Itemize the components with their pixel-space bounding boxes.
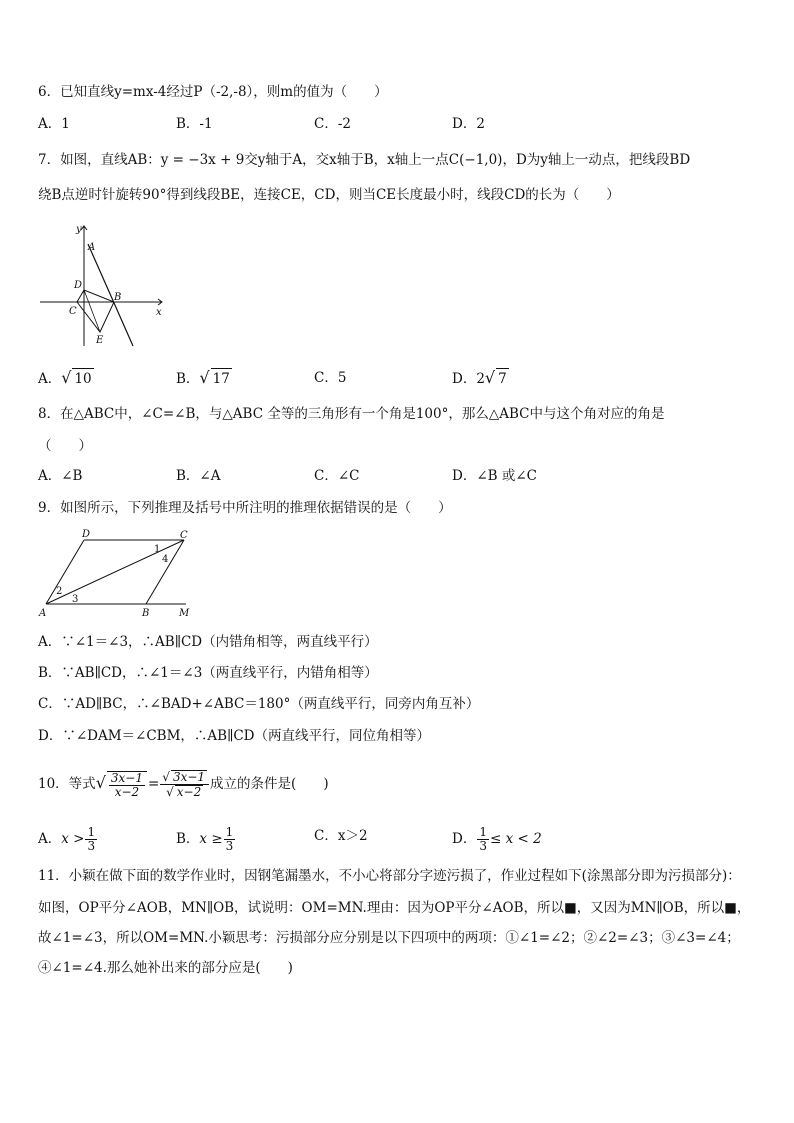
q8-stem-line1: 8．在△ABC中，∠C=∠B，与△ABC 全等的三角形有一个角是100°，那么△ABC中与这个角对应的角是 [38, 406, 665, 422]
q8-option-b[interactable]: B．∠A [176, 468, 221, 484]
sqrt-icon: √ [484, 368, 496, 387]
q7-label-b: B [114, 292, 122, 303]
q9-label-a: A [39, 608, 47, 619]
q9-option-b[interactable]: B．∵AB∥CD，∴∠1＝∠3（两直线平行，内错角相等） [38, 665, 378, 681]
sqrt-icon: √ [95, 773, 106, 792]
q10-left-fraction: $\frac{3x-1}{x-2}$ [107, 771, 147, 799]
q9-stem: 9．如图所示，下列推理及括号中所注明的推理依据错误的是（ ） [38, 500, 452, 516]
q10-option-d[interactable]: D． $\frac{1}{3}$ ≤ x < 2 [452, 825, 542, 853]
q7-option-d[interactable]: D．2√ 7 [452, 368, 507, 387]
q8-option-d[interactable]: D．∠B 或∠C [452, 468, 537, 484]
q7-label-e: E [96, 335, 104, 346]
q8-option-a[interactable]: A．∠B [38, 468, 83, 484]
q7-option-a[interactable]: A．√ 10 [38, 368, 92, 387]
q11-stem-line3: 故∠1=∠3，所以OM=MN.小颖思考：污损部分应分别是以下四项中的两项：①∠1=∠2；②∠2=∠3；③∠3=∠4； [38, 930, 740, 946]
q7-option-c[interactable]: C．5 [314, 370, 347, 386]
q7-label-c: C [69, 306, 77, 317]
q8-option-c[interactable]: C．∠C [314, 468, 360, 484]
q6-option-c[interactable]: C．-2 [314, 116, 351, 132]
q7-label-y: y [76, 224, 82, 235]
sqrt-icon: √ [61, 368, 72, 387]
q11-stem-line1: 11．小颖在做下面的数学作业时，因钢笔漏墨水，不小心将部分字迹污损了，作业过程如下(涂黑部分即为污损部分)： [38, 868, 741, 884]
q9-figure [36, 526, 196, 620]
q9-label-angle4: 4 [162, 554, 169, 565]
q10-right-fraction: $\frac{√ 3x-1}{√ x-2}$ [160, 770, 209, 799]
q9-label-b: B [142, 608, 150, 619]
q9-label-m: M [179, 608, 190, 619]
q9-option-c[interactable]: C．∵AD∥BC，∴∠BAD+∠ABC＝180°（两直线平行，同旁内角互补） [38, 696, 480, 712]
q7-option-b[interactable]: B．√ 17 [176, 368, 230, 387]
q11-stem-line2: 如图，OP平分∠AOB，MN∥OB，试说明：OM=MN.理由：因为OP平分∠AOB，所以■，又因为MN∥OB，所以■， [38, 900, 751, 916]
sqrt-icon: √ [199, 368, 210, 387]
q9-label-angle1: 1 [154, 544, 161, 555]
q7-label-a: A [88, 242, 96, 253]
q10-option-a[interactable]: A．x > $\frac{1}{3}$ [38, 825, 96, 853]
q6-option-b[interactable]: B．-1 [176, 116, 213, 132]
q9-label-d: D [82, 529, 91, 540]
q9-label-angle3: 3 [72, 594, 79, 605]
q11-stem-line4: ④∠1=∠4.那么她补出来的部分应是( ) [38, 960, 293, 976]
q7-figure [36, 218, 168, 350]
q6-option-a[interactable]: A．1 [38, 116, 70, 132]
q9-label-c: C [180, 530, 188, 541]
q10-stem: 10．等式√ $\frac{3x-1}{x-2}$ = $\frac{√ 3x-1}{√ x-2}$ 成立的条件是( ) [38, 770, 329, 799]
q7-stem-line1: 7．如图，直线AB：y = −3x + 9交y轴于A，交x轴于B，x轴上一点C(−1,0)，D为y轴上一动点，把线段BD [38, 152, 691, 168]
q6-option-d[interactable]: D．2 [452, 116, 485, 132]
q7-label-d: D [74, 280, 83, 291]
q10-option-c[interactable]: C．x＞2 [314, 828, 368, 844]
q10-option-b[interactable]: B．x ≥ $\frac{1}{3}$ [176, 825, 234, 853]
q8-stem-line2: （ ） [38, 438, 92, 454]
q7-label-x: x [156, 307, 162, 318]
q6-stem: 6．已知直线y=mx-4经过P（-2,-8），则m的值为（ ） [38, 84, 388, 100]
q9-option-a[interactable]: A．∵∠1＝∠3，∴AB∥CD（内错角相等，两直线平行） [38, 634, 378, 650]
q9-label-angle2: 2 [56, 586, 63, 597]
q9-option-d[interactable]: D．∵∠DAM＝∠CBM，∴AB∥CD（两直线平行，同位角相等） [38, 728, 430, 744]
q7-stem-line2: 绕B点逆时针旋转90°得到线段BE，连接CE，CD，则当CE长度最小时，线段CD的长为（ ） [38, 187, 620, 203]
